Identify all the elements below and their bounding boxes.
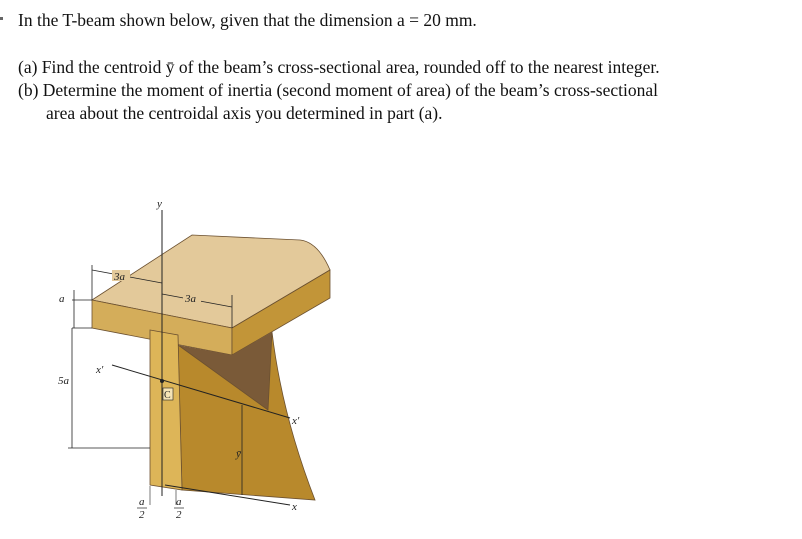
dim-3a-left-label: 3a bbox=[114, 271, 125, 283]
t-beam-figure bbox=[50, 190, 350, 530]
dim-3a-right-label: 3a bbox=[185, 293, 196, 305]
y-axis-label: y bbox=[157, 198, 162, 210]
dim-5a-label: 5a bbox=[58, 375, 69, 387]
question-part-a: (a) Find the centroid ȳ of the beam’s cross-sectional area, rounded off to the nearest integer. bbox=[18, 57, 660, 77]
question-part-b: (b) Determine the moment of inertia (second moment of area) of the beam’s cross-sectional bbox=[18, 80, 658, 100]
web-front-face bbox=[150, 330, 182, 490]
dim-ybar-label: ȳ bbox=[236, 448, 241, 460]
dim-a-label: a bbox=[59, 293, 65, 305]
half-web-left-num: a bbox=[139, 496, 145, 508]
x-prime-left-label: x′ bbox=[96, 364, 104, 376]
centroid-point bbox=[160, 379, 164, 383]
half-web-right-num: a bbox=[176, 496, 182, 508]
question-part-b-continued: area about the centroidal axis you determined in part (a). bbox=[46, 103, 443, 123]
question-intro: In the T-beam shown below, given that the dimension a = 20 mm. bbox=[18, 10, 477, 30]
half-web-right-den: 2 bbox=[176, 509, 182, 521]
bullet-mark bbox=[0, 17, 3, 20]
centroid-label: C bbox=[164, 390, 171, 401]
x-prime-right-label: x′ bbox=[292, 415, 300, 427]
x-axis-label: x bbox=[292, 501, 297, 513]
half-web-left-den: 2 bbox=[139, 509, 145, 521]
